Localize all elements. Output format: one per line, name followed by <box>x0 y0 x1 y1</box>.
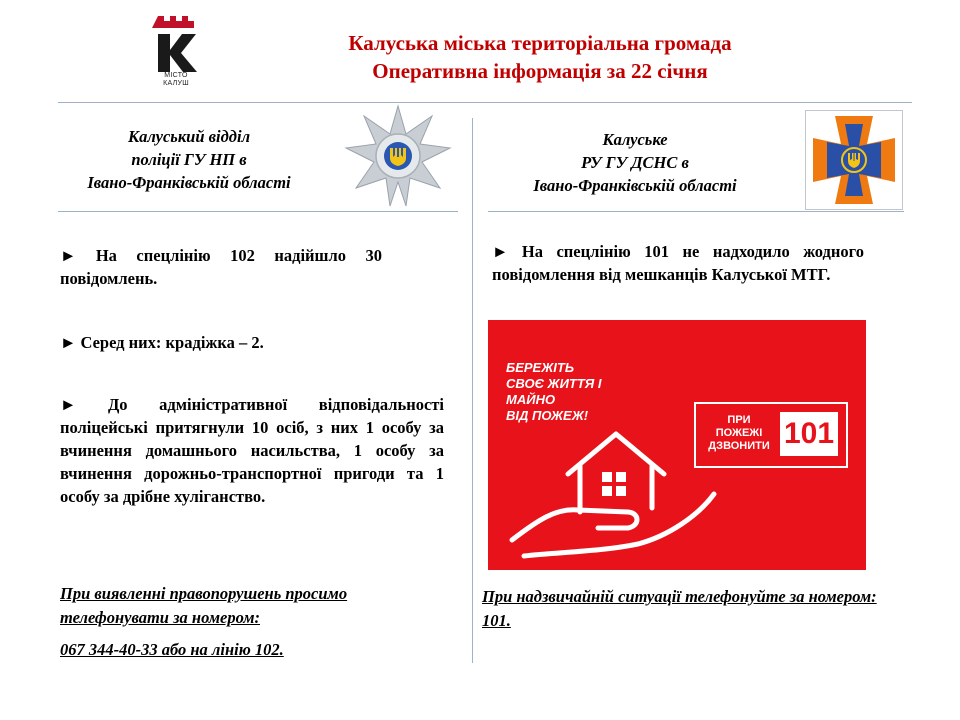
call-text-line2: ПОЖЕЖІ <box>715 427 763 439</box>
logo-caption <box>150 72 202 88</box>
police-calls-paragraph: ► На спецлінію 102 надійшло 30 повідомлень. <box>60 246 382 288</box>
fire-safety-banner <box>488 320 866 570</box>
call-text-line3: ДЗВОНИТИ <box>708 440 770 452</box>
banner-slogan-line3: ВІД ПОЖЕЖ! <box>506 408 589 423</box>
house-in-hand-icon <box>508 412 718 562</box>
police-department-name <box>58 125 320 194</box>
dsns-contact-text: При надзвичайній ситуації телефонуйте за номером: 101. <box>482 587 877 630</box>
dsns-name-line2: РУ ГУ ДСНС в <box>581 153 689 172</box>
dsns-name-line1: Калуське <box>602 130 668 149</box>
police-name-line3: Івано-Франківській області <box>87 173 291 192</box>
logo-caption-line2: КАЛУШ <box>163 80 189 87</box>
emergency-call-box <box>694 402 848 468</box>
police-star-badge-icon <box>344 104 452 208</box>
banner-slogan-line2: СВОЄ ЖИТТЯ І МАЙНО <box>506 376 602 407</box>
police-thefts-paragraph: ► Серед них: крадіжка – 2. <box>60 333 264 352</box>
dsns-name-line3: Івано-Франківській області <box>533 176 737 195</box>
dsns-header-divider <box>488 211 904 212</box>
police-contact-text: При виявленні правопорушень просимо телефонувати за номером: <box>60 584 348 627</box>
emergency-number: 101 <box>780 412 838 456</box>
dsns-calls-paragraph: ► На спецлінію 101 не надходило жодного повідомлення від мешканців Калуської МТГ. <box>492 242 864 284</box>
banner-slogan-line1: БЕРЕЖІТЬ <box>506 360 575 375</box>
column-divider <box>472 118 473 663</box>
police-name-line2: поліції ГУ НП в <box>131 150 247 169</box>
police-header-divider <box>58 211 458 212</box>
police-name-line1: Калуський відділ <box>127 127 251 146</box>
page-title: Калуська міська територіальна громада <box>348 31 732 55</box>
police-liability-paragraph: ► До адміністративної відповідальності поліцейські притягнули 10 осіб, з них 1 особу за вчинення домашнього насильства, 1 особу за вчинення дорожньо-транспортної пригоди та 1 особу за дрібне хуліганство. <box>60 395 444 506</box>
dsns-department-name <box>486 128 784 197</box>
dsns-cross-emblem-icon <box>805 110 903 210</box>
page-subtitle: Оперативна інформація за 22 січня <box>372 59 708 83</box>
logo-caption-line1: МІСТО <box>164 72 188 79</box>
call-text <box>706 414 772 453</box>
police-contact-phone: 067 344-40-33 або на лінію 102. <box>60 640 284 659</box>
header-divider <box>58 102 912 103</box>
call-text-line1: ПРИ <box>727 414 751 426</box>
